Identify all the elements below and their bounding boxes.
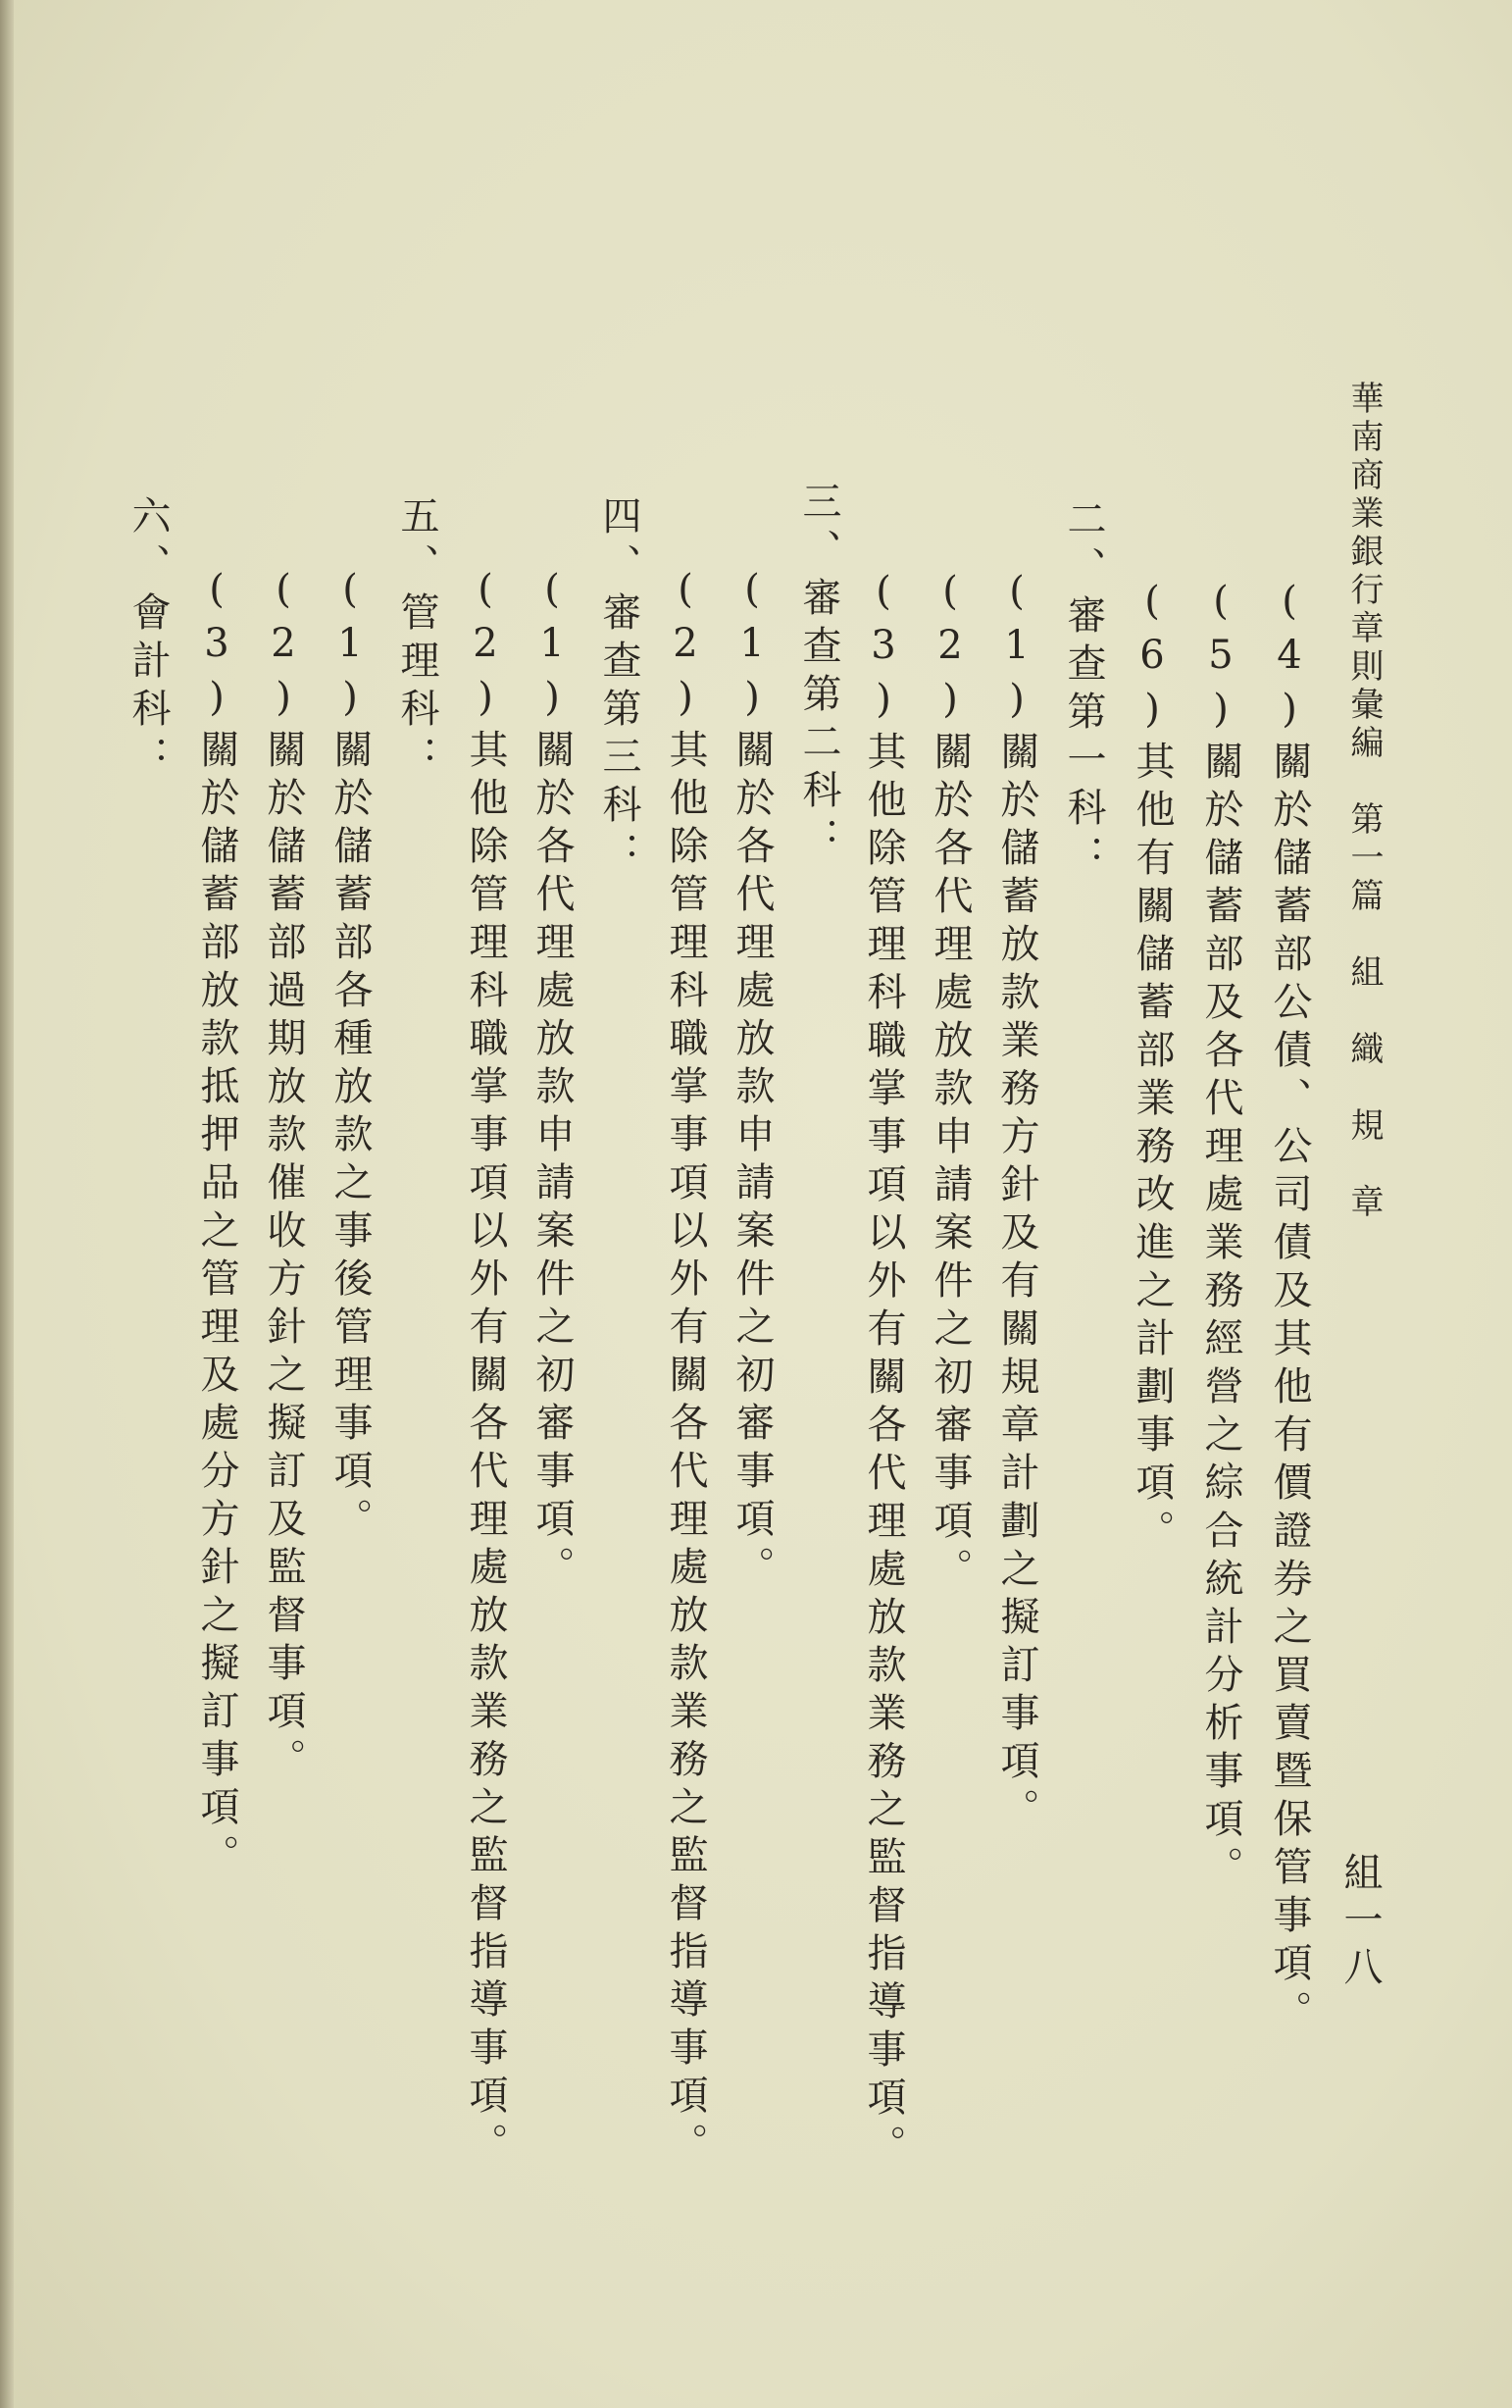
section-3-item-2: (2)其他除管理科職掌事項以外有關各代理處放款業務之監督指導事項。: [663, 567, 708, 2171]
section-3-item-1: (1)關於各代理處放款申請案件之初審事項。: [730, 567, 775, 1594]
item-4-securities: (4)關於儲蓄部公債、公司債及其他有價證券之買賣暨保管事項。: [1267, 579, 1312, 2038]
section-5-heading: 五、管理科：: [394, 495, 439, 784]
section-4-item-1: (1)關於各代理處放款申請案件之初審事項。: [529, 567, 575, 1594]
section-4-heading: 四、審查第三科：: [596, 495, 641, 880]
running-header: 華南商業銀行章則彙編 第一篇 組 織 規 章: [1344, 381, 1384, 1222]
section-2-heading: 二、審查第一科：: [1061, 498, 1106, 883]
section-4-item-2: (2)其他除管理科職掌事項以外有關各代理處放款業務之監督指導事項。: [463, 567, 508, 2171]
section-3-heading: 三、審查第二科：: [796, 481, 841, 865]
section-2-item-3: (3)其他除管理科職掌事項以外有關各代理處放款業務之監督指導事項。: [861, 569, 906, 2173]
section-2-item-2: (2)關於各代理處放款申請案件之初審事項。: [928, 569, 973, 1596]
section-5-item-2: (2)關於儲蓄部過期放款催收方針之擬訂及監督事項。: [261, 567, 306, 1786]
section-5-item-1: (1)關於儲蓄部各種放款之事後管理事項。: [328, 567, 373, 1546]
page-number: 組一八: [1337, 1852, 1383, 1993]
page-binding-edge: [0, 0, 14, 2408]
section-2-item-1: (1)關於儲蓄放款業務方針及有關規章計劃之擬訂事項。: [994, 569, 1039, 1836]
section-5-item-3: (3)關於儲蓄部放款抵押品之管理及處分方針之擬訂事項。: [194, 567, 239, 1882]
item-5-statistics: (5)關於儲蓄部及各代理處業務經營之綜合統計分析事項。: [1198, 579, 1243, 1894]
section-6-heading: 六、會計科：: [126, 495, 171, 784]
item-6-improvement: (6)其他有關儲蓄部業務改進之計劃事項。: [1130, 579, 1175, 1558]
